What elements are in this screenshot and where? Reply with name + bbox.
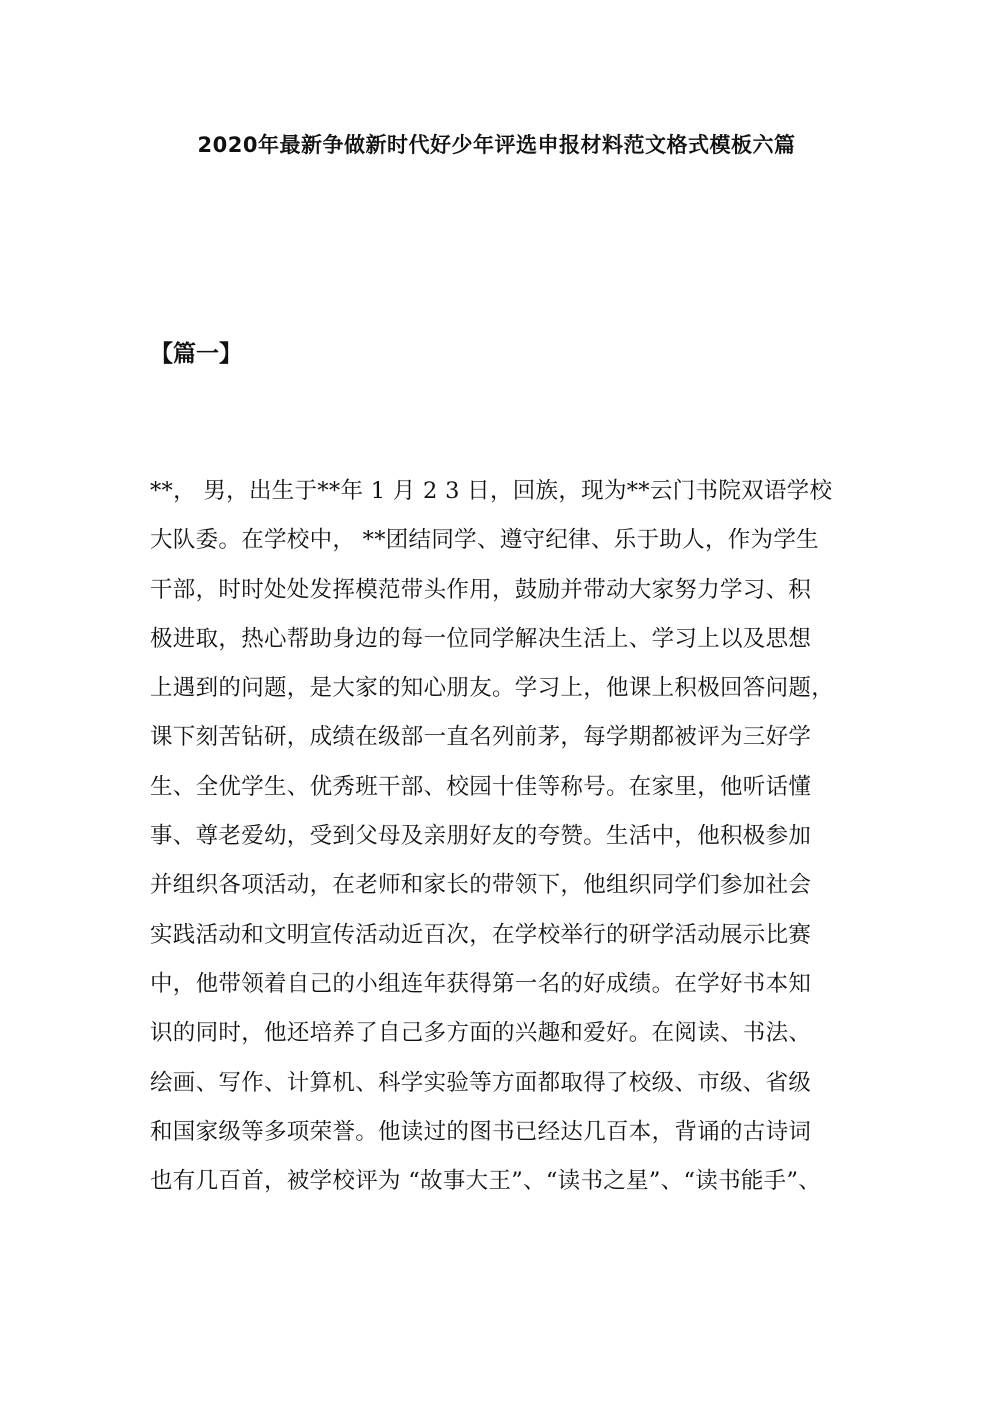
paragraph-line: 生、全优学生、优秀班干部、校园十佳等称号。在家里，他听话懂 [150, 773, 812, 800]
paragraph-line: 实践活动和文明宣传活动近百次，在学校举行的研学活动展示比赛 [150, 921, 812, 948]
paragraph-line: 干部，时时处处发挥模范带头作用，鼓励并带动大家努力学习、积 [150, 576, 812, 603]
paragraph-line: 和国家级等多项荣誉。他读过的图书已经达几百本，背诵的古诗词 [150, 1118, 812, 1145]
paragraph-line: 识的同时，他还培养了自己多方面的兴趣和爱好。在阅读、书法、 [150, 1020, 812, 1047]
paragraph-line: 上遇到的问题，是大家的知心朋友。学习上，他课上积极回答问题， [150, 675, 835, 702]
document-title: 2020年最新争做新时代好少年评选申报材料范文格式模板六篇 [197, 133, 796, 157]
paragraph-line: 极进取，热心帮助身边的每一位同学解决生活上、学习上以及思想 [150, 625, 812, 652]
paragraph-line: 课下刻苦钻研，成绩在级部一直名列前茅，每学期都被评为三好学 [150, 724, 812, 751]
body-paragraph [150, 474, 840, 1213]
paragraph-line: 也有几百首，被学校评为 “故事大王”、“读书之星”、“读书能手”、 [150, 1168, 822, 1195]
section-heading: 【篇一】 [150, 340, 242, 367]
paragraph-line: 绘画、写作、计算机、科学实验等方面都取得了校级、市级、省级 [150, 1069, 812, 1096]
paragraph-line: **， 男，出生于**年 1 月 2 3 日，回族，现为**云门书院双语学校 [150, 478, 833, 504]
paragraph-line: 并组织各项活动，在老师和家长的带领下，他组织同学们参加社会 [150, 872, 812, 899]
paragraph-line: 事、尊老爱幼，受到父母及亲朋好友的夸赞。生活中，他积极参加 [150, 823, 812, 850]
paragraph-line: 中，他带领着自己的小组连年获得第一名的好成绩。在学好书本知 [150, 970, 812, 997]
paragraph-line: 大队委。在学校中， **团结同学、遵守纪律、乐于助人，作为学生 [150, 527, 819, 554]
